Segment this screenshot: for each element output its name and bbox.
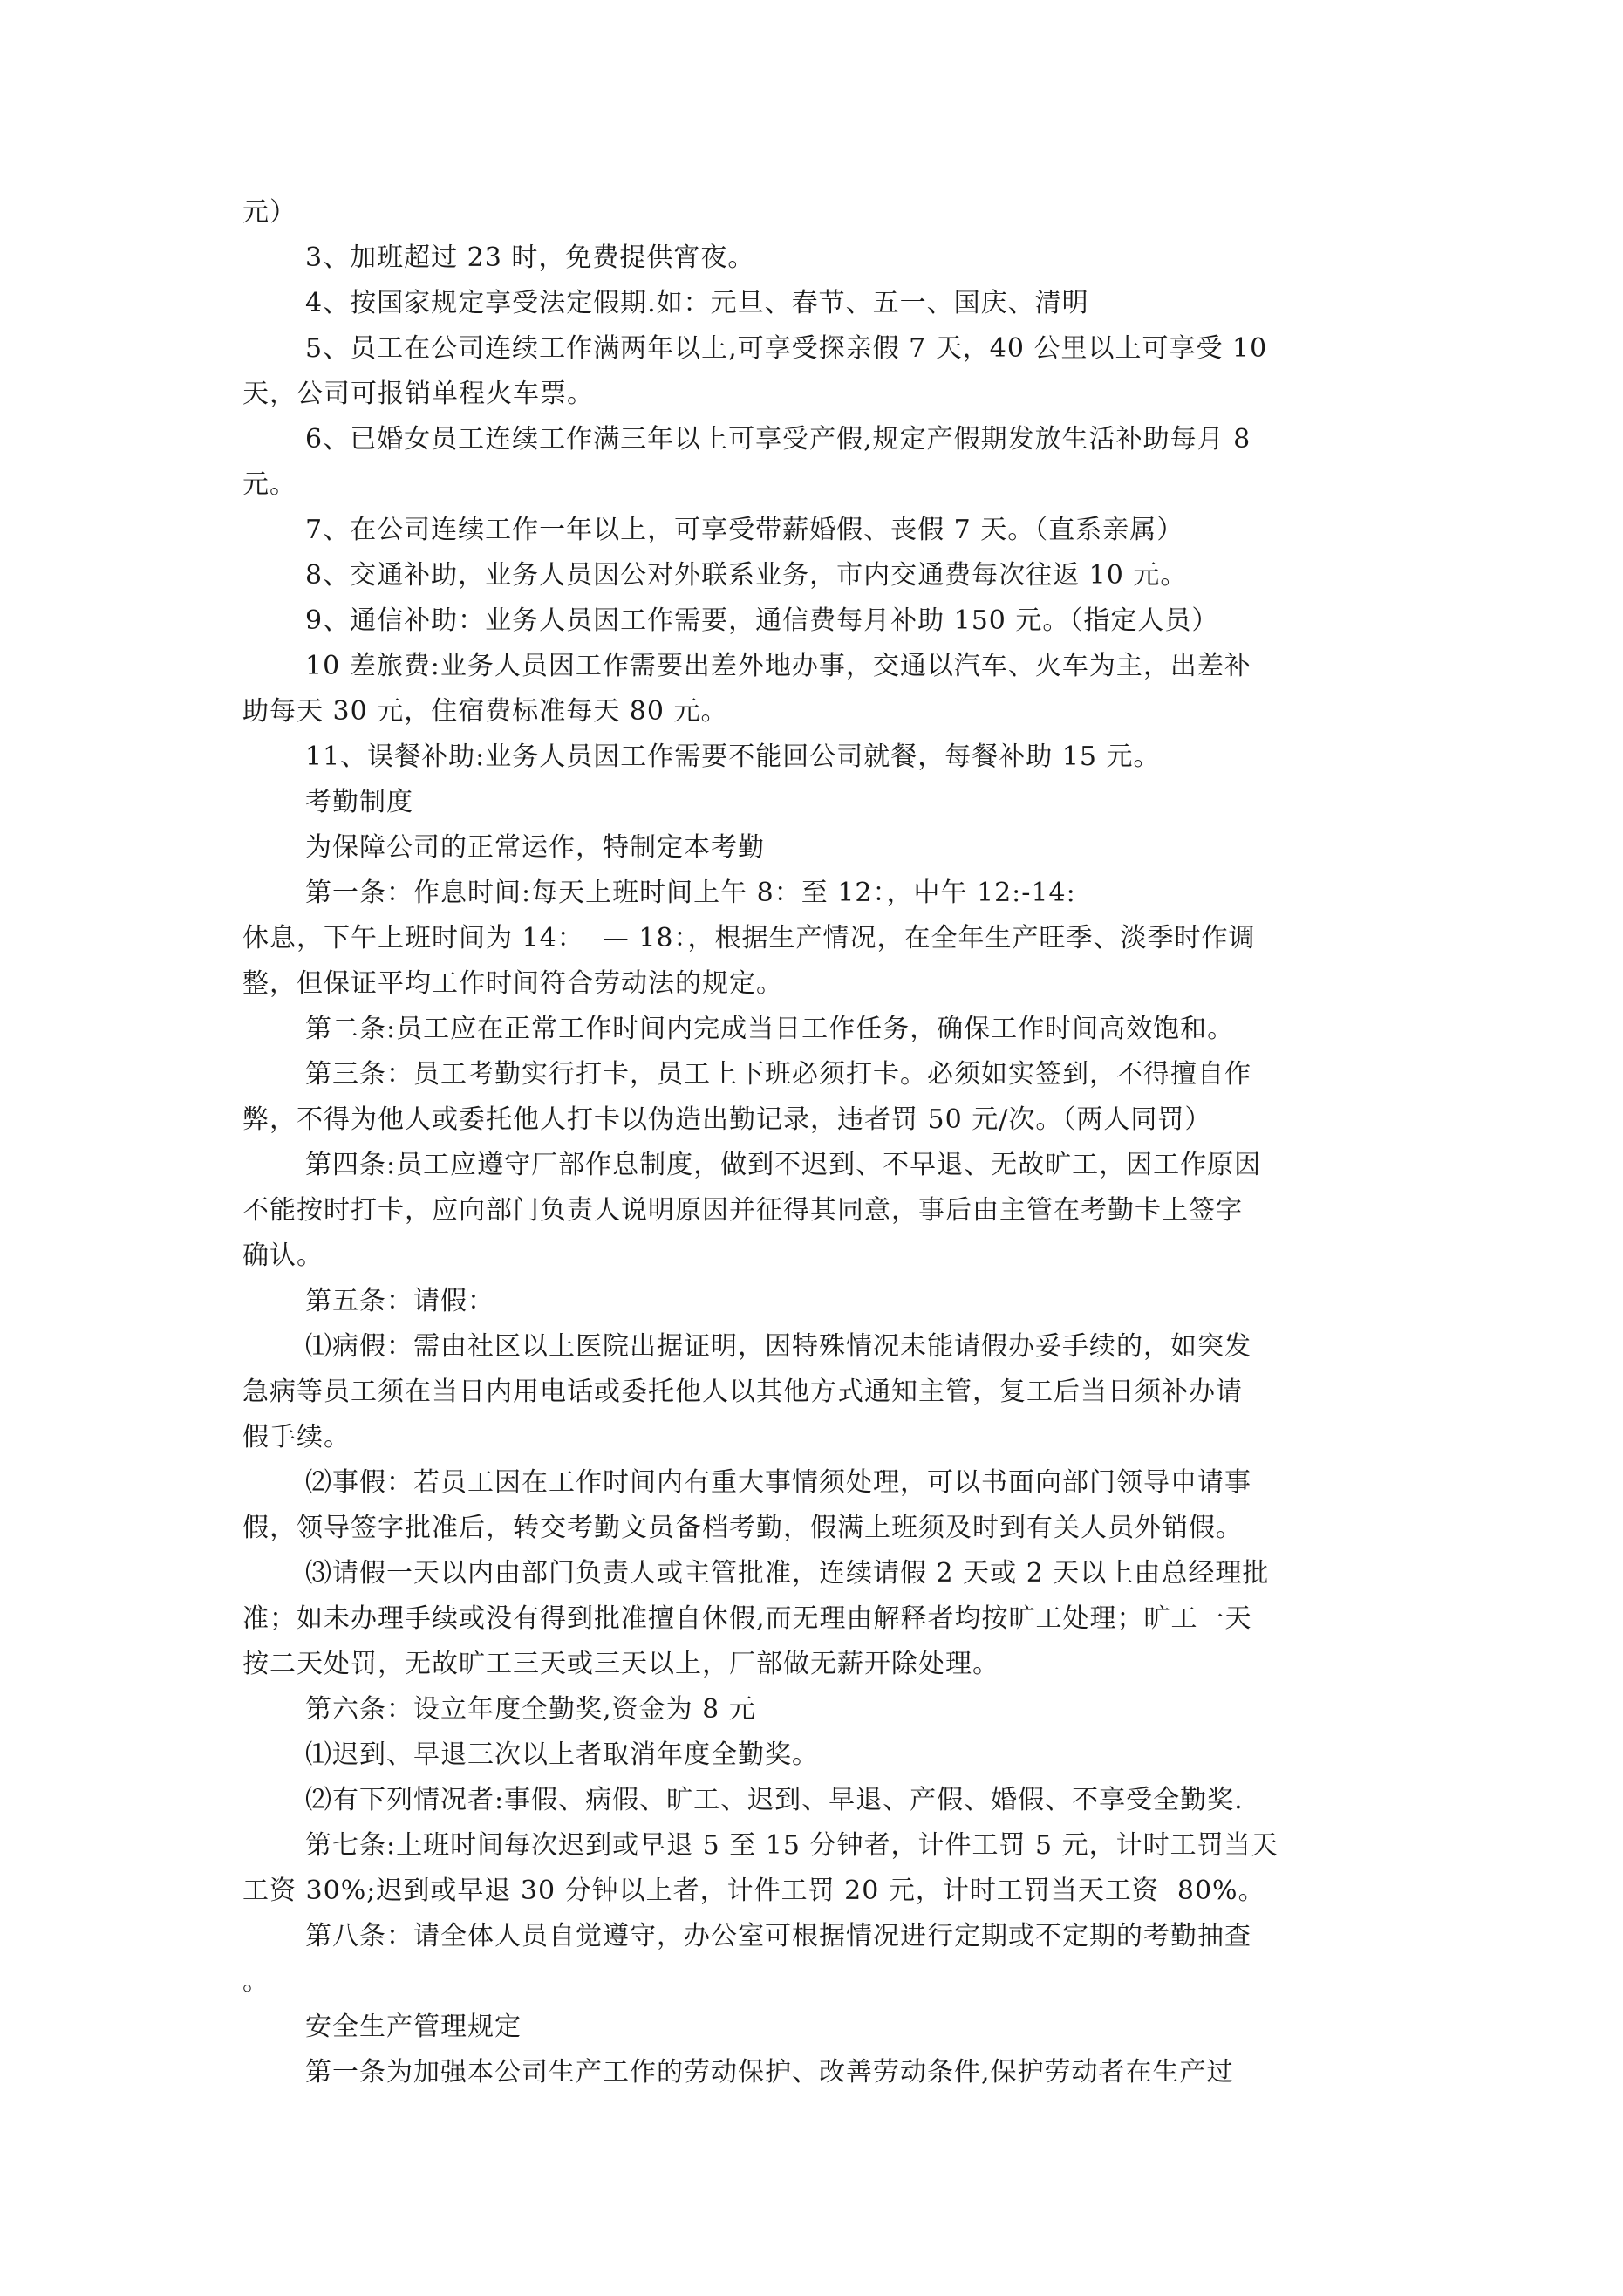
text-line: 整，但保证平均工作时间符合劳动法的规定。 (242, 968, 783, 999)
text-line: 休息，下午上班时间为 14： — 18：，根据生产情况，在全年生产旺季、淡季时作调 (242, 923, 1256, 953)
text-line: 按二天处罚，无故旷工三天或三天以上，厂部做无薪开除处理。 (242, 1649, 999, 1679)
text-line: ⑴迟到、早退三次以上者取消年度全勤奖。 (305, 1739, 819, 1770)
text-line: 天，公司可报销单程火车票。 (242, 379, 594, 409)
text-line: 不能按时打卡，应向部门负责人说明原因并征得其同意，事后由主管在考勤卡上签字 (242, 1195, 1243, 1226)
text-line: 第一条为加强本公司生产工作的劳动保护、改善劳动条件,保护劳动者在生产过 (305, 2057, 1234, 2088)
text-line: 考勤制度 (305, 787, 413, 817)
text-line: 工资 30%;迟到或早退 30 分钟以上者，计件工罚 20 元，计时工罚当天工资 80%。 (242, 1876, 1265, 1906)
text-line: 安全生产管理规定 (305, 2012, 522, 2042)
text-line: 第四条:员工应遵守厂部作息制度，做到不迟到、不早退、无故旷工，因工作原因 (305, 1150, 1262, 1180)
text-line: ⑵有下列情况者:事假、病假、旷工、迟到、早退、产假、婚假、不享受全勤奖. (305, 1785, 1244, 1815)
text-line: 确认。 (242, 1240, 324, 1271)
text-line: 第一条：作息时间:每天上班时间上午 8：至 12：，中午 12:-14: (305, 878, 1076, 908)
text-line: 9、通信补助：业务人员因工作需要，通信费每月补助 150 元。（指定人员） (305, 605, 1219, 636)
text-line: ⑶请假一天以内由部门负责人或主管批准，连续请假 2 天或 2 天以上由总经理批 (305, 1558, 1270, 1589)
text-line: 弊，不得为他人或委托他人打卡以伪造出勤记录，违者罚 50 元/次。（两人同罚） (242, 1104, 1212, 1135)
text-line: 5、员工在公司连续工作满两年以上,可享受探亲假 7 天，40 公里以上可享受 10 (305, 333, 1268, 364)
text-line: 8、交通补助，业务人员因公对外联系业务，市内交通费每次往返 10 元。 (305, 560, 1188, 591)
text-line: 第六条：设立年度全勤奖,资金为 8 元 (305, 1694, 756, 1725)
text-line: 助每天 30 元，住宿费标准每天 80 元。 (242, 696, 728, 727)
text-line: 假手续。 (242, 1422, 351, 1452)
text-line: 元。 (242, 469, 297, 500)
text-line: 第二条:员工应在正常工作时间内完成当日工作任务，确保工作时间高效饱和。 (305, 1014, 1235, 1044)
text-line: 6、已婚女员工连续工作满三年以上可享受产假,规定产假期发放生活补助每月 8 (305, 424, 1251, 454)
text-line: 3、加班超过 23 时，免费提供宵夜。 (305, 243, 755, 273)
text-line: 第五条：请假： (305, 1286, 494, 1316)
text-line: 10 差旅费:业务人员因工作需要出差外地办事，交通以汽车、火车为主，出差补 (305, 651, 1251, 681)
text-line: 为保障公司的正常运作，特制定本考勤 (305, 832, 765, 863)
text-line: 第八条：请全体人员自觉遵守，办公室可根据情况进行定期或不定期的考勤抽查 (305, 1921, 1251, 1951)
text-line: 第三条：员工考勤实行打卡，员工上下班必须打卡。必须如实签到，不得擅自作 (305, 1059, 1251, 1090)
text-line: 11、误餐补助:业务人员因工作需要不能回公司就餐，每餐补助 15 元。 (305, 741, 1161, 772)
text-line: ⑴病假：需由社区以上医院出据证明，因特殊情况未能请假办妥手续的，如突发 (305, 1331, 1251, 1362)
text-line: 元） (242, 197, 297, 228)
text-line: 急病等员工须在当日内用电话或委托他人以其他方式通知主管，复工后当日须补办请 (242, 1377, 1243, 1407)
text-line: 第七条:上班时间每次迟到或早退 5 至 15 分钟者，计件工罚 5 元，计时工罚当天 (305, 1830, 1279, 1861)
text-line: 。 (242, 1966, 269, 1997)
text-line: ⑵事假：若员工因在工作时间内有重大事情须处理，可以书面向部门领导申请事 (305, 1467, 1251, 1498)
text-line: 7、在公司连续工作一年以上，可享受带薪婚假、丧假 7 天。（直系亲属） (305, 515, 1184, 545)
text-line: 4、按国家规定享受法定假期.如：元旦、春节、五一、国庆、清明 (305, 288, 1089, 318)
text-line: 假，领导签字批准后，转交考勤文员备档考勤，假满上班须及时到有关人员外销假。 (242, 1513, 1243, 1543)
document-body (242, 190, 1390, 2095)
text-line: 准；如未办理手续或没有得到批准擅自休假,而无理由解释者均按旷工处理；旷工一天 (242, 1603, 1252, 1634)
